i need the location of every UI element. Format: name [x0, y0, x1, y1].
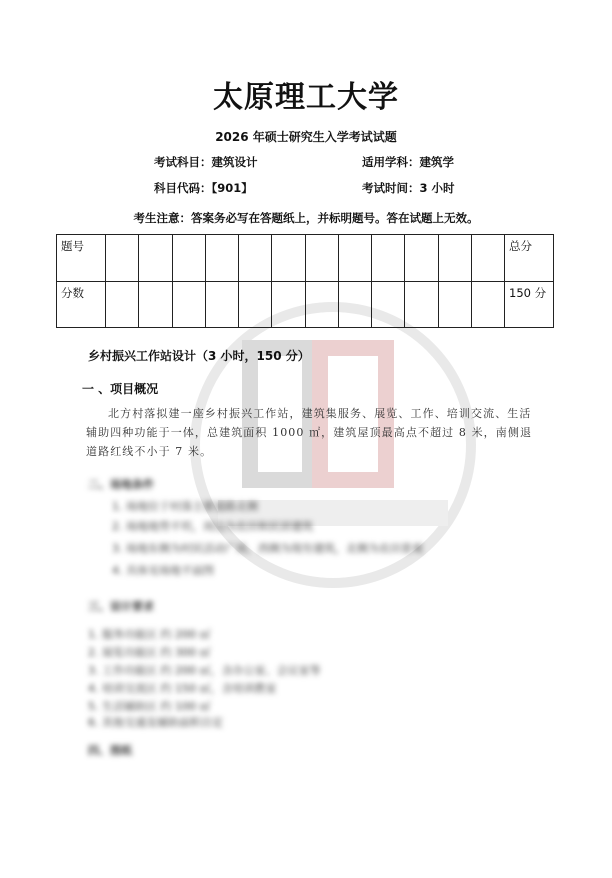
- exam-title: 2026 年硕士研究生入学考试试题: [215, 130, 397, 144]
- score-cell: [471, 281, 504, 328]
- blurred-heading: 三、设计要求: [88, 600, 154, 613]
- score-cell: [471, 235, 504, 282]
- score-cell: [405, 235, 438, 282]
- score-cell: [172, 235, 205, 282]
- project-overview-text: 北方村落拟建一座乡村振兴工作站，建筑集服务、展览、工作、培训交流、生活辅助四种功能于一体，总建筑面积 1000 ㎡，建筑屋顶最高点不超过 8 米，南侧退道路红线不小于 7 米。: [86, 407, 533, 458]
- score-cell: [205, 235, 238, 282]
- blurred-line: 4. 具体见场地平面图: [112, 564, 214, 577]
- score-cell: [272, 281, 305, 328]
- blurred-line: 1. 服务功能区 约 200 ㎡: [88, 628, 211, 641]
- score-cell-total: 总分: [505, 235, 554, 282]
- blurred-line: 2. 展览功能区 约 300 ㎡: [88, 646, 211, 659]
- score-cell: [305, 235, 338, 282]
- blurred-heading: 二、场地条件: [88, 478, 154, 491]
- score-cell: [106, 235, 139, 282]
- score-cell: [372, 281, 405, 328]
- score-cell: [438, 235, 471, 282]
- score-cell: [106, 281, 139, 328]
- blurred-line: 4. 培训交流区 约 150 ㎡，含培训教室: [88, 682, 277, 695]
- question-title: 乡村振兴工作站设计（3 小时，150 分）: [88, 349, 310, 363]
- blurred-line: 1. 场地位于村落主要道路北侧: [112, 500, 258, 513]
- exam-duration: 考试时间：3 小时: [362, 181, 455, 195]
- score-cell: [239, 281, 272, 328]
- score-cell: [272, 235, 305, 282]
- score-row-question: [57, 235, 554, 282]
- score-cell: [338, 281, 371, 328]
- score-cell: [239, 235, 272, 282]
- blurred-heading: 四、图纸: [88, 744, 132, 757]
- score-cell: [172, 281, 205, 328]
- exam-subject: 考试科目：建筑设计: [154, 155, 258, 169]
- score-cell: [205, 281, 238, 328]
- blurred-line: 6. 其他交通及辅助面积自定: [88, 716, 223, 729]
- score-cell-label: 分数: [57, 281, 106, 328]
- score-cell-total: 150 分: [505, 281, 554, 328]
- score-cell: [405, 281, 438, 328]
- score-table: [56, 234, 554, 328]
- score-row-points: [57, 281, 554, 328]
- university-title: 太原理工大学: [213, 80, 399, 115]
- score-cell: [438, 281, 471, 328]
- score-cell: [139, 235, 172, 282]
- score-cell: [139, 281, 172, 328]
- score-cell: [338, 235, 371, 282]
- blurred-line: 3. 场地东侧为村民活动广场，西侧为现有建筑，北侧为农田景观: [112, 542, 423, 555]
- exam-notice: 考生注意：答案务必写在答题纸上，并标明题号。答在试题上无效。: [133, 211, 479, 225]
- exam-code: 科目代码：【901】: [154, 181, 253, 195]
- score-cell-label: 题号: [57, 235, 106, 282]
- score-cell: [372, 235, 405, 282]
- blurred-line: 5. 生活辅助区 约 100 ㎡: [88, 700, 211, 713]
- blurred-line: 2. 场地地势平坦，周边为农田和民居建筑: [112, 520, 313, 533]
- blurred-line: 3. 工作功能区 约 200 ㎡，含办公室、会议室等: [88, 664, 321, 677]
- section-heading: 一 、项目概况: [82, 382, 159, 396]
- score-cell: [305, 281, 338, 328]
- exam-discipline: 适用学科：建筑学: [362, 155, 454, 169]
